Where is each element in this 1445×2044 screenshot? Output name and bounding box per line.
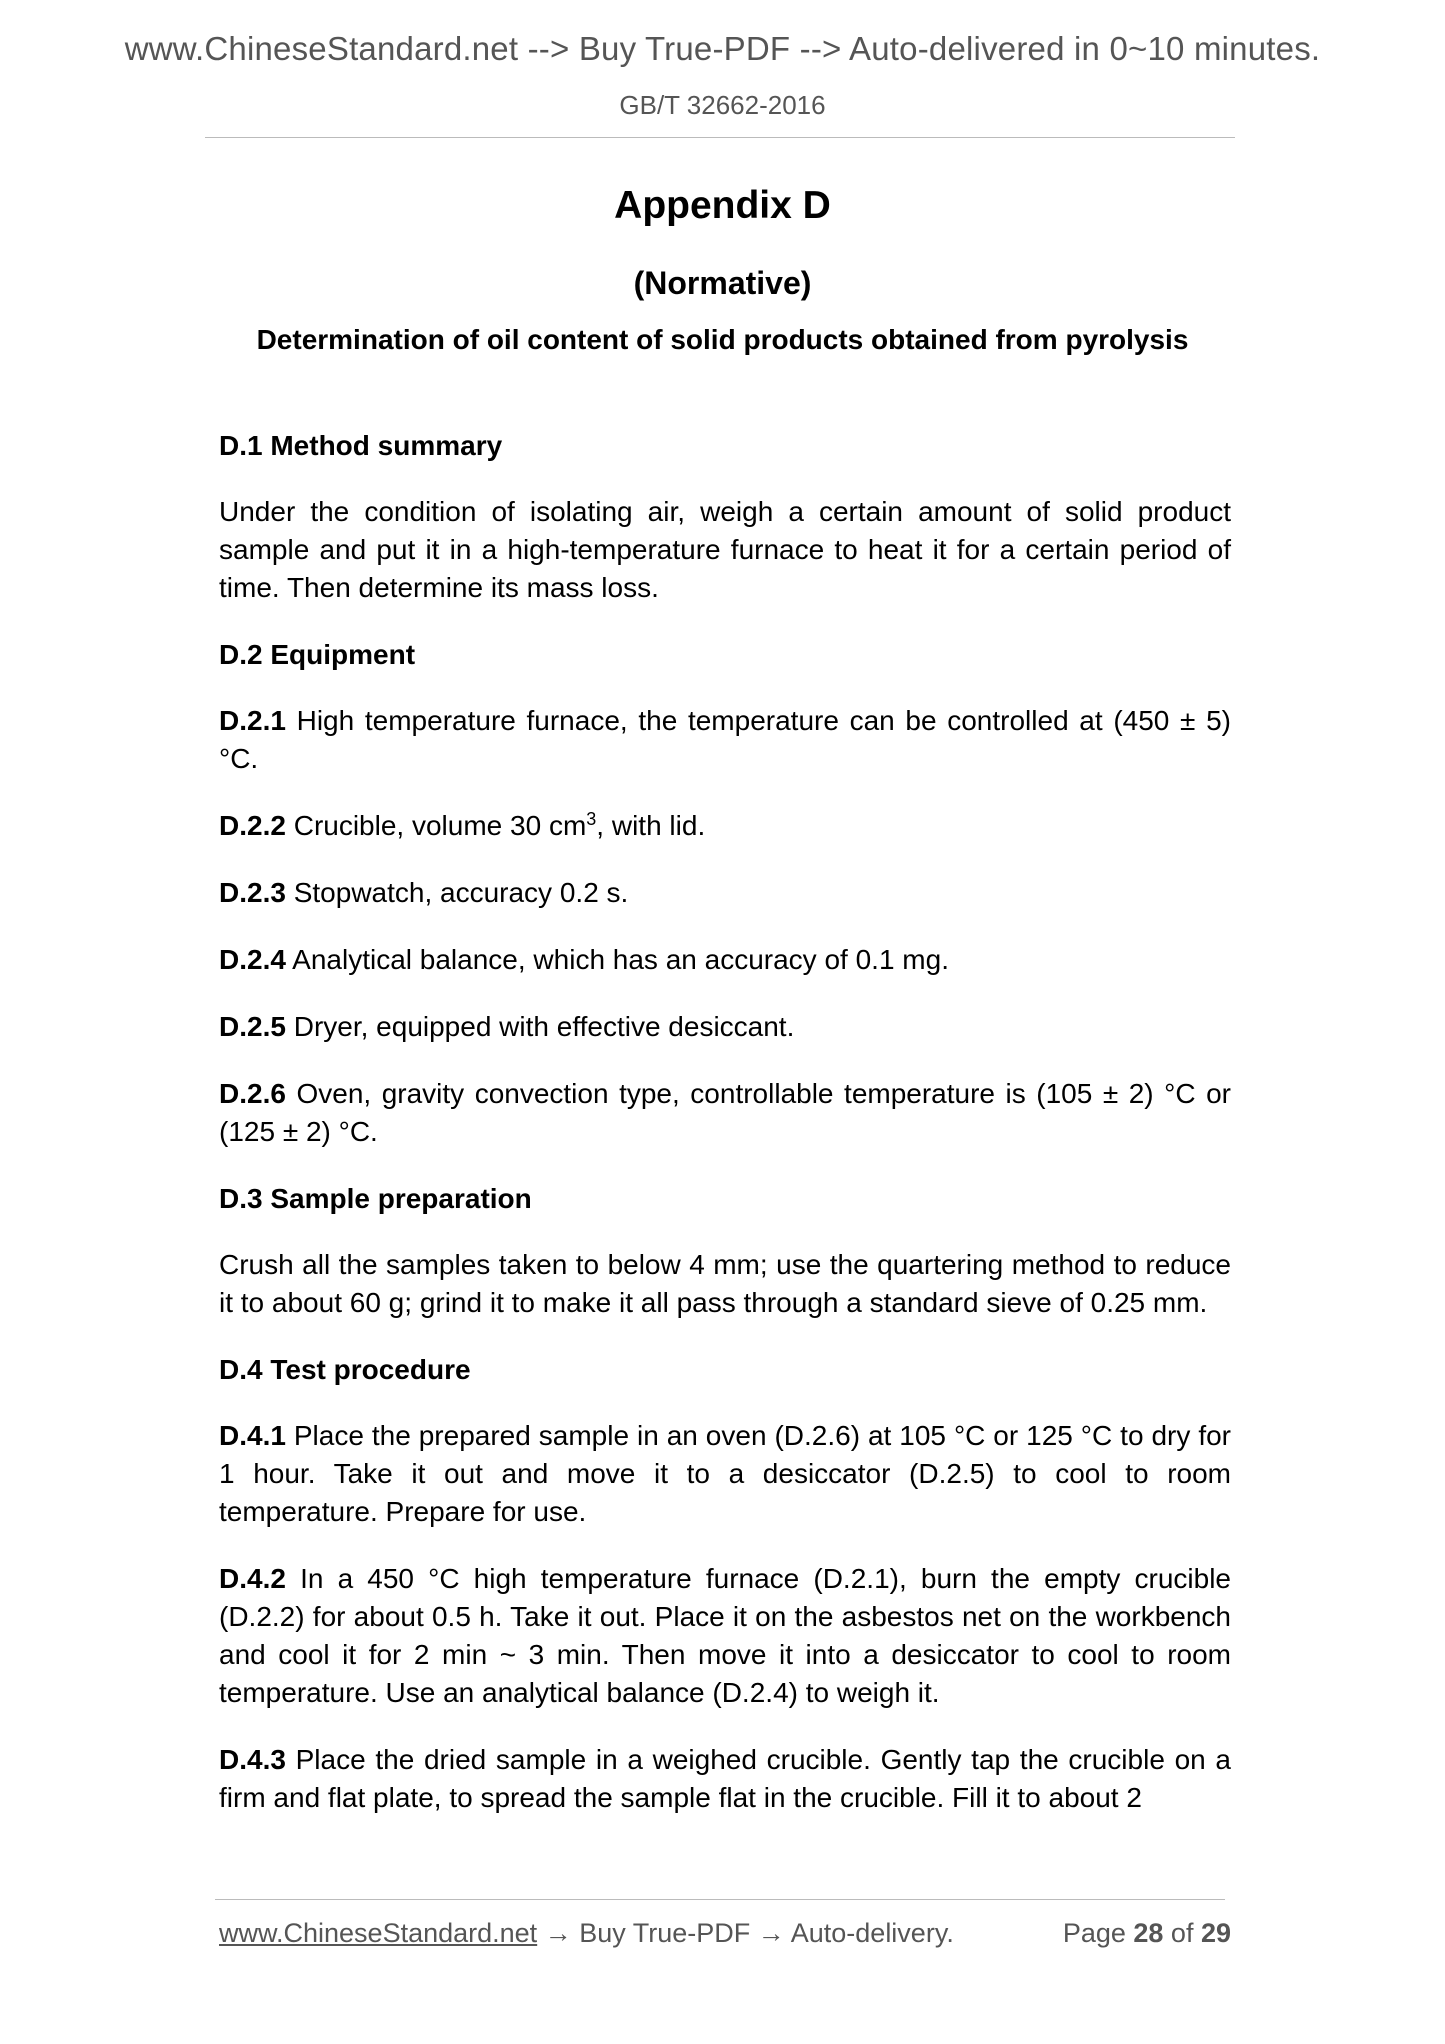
page-current: 28 [1133, 1918, 1164, 1948]
section-text-d3: Crush all the samples taken to below 4 mm; use the quartering method to reduce it to about 60 g; grind it to make it all pass through a standard sieve of 0.25 mm. [219, 1249, 1231, 1318]
clause-text-after: , with lid. [596, 810, 706, 841]
footer-site-link[interactable]: www.ChineseStandard.net [219, 1918, 538, 1948]
clause-text: Oven, gravity convection type, controllable temperature is (105 ± 2) °C or (125 ± 2) °C. [219, 1078, 1231, 1147]
equipment-item [219, 874, 1231, 912]
page-total: 29 [1200, 1918, 1231, 1948]
footer-divider [215, 1899, 1225, 1900]
section-heading-d3: D.3 Sample preparation [219, 1183, 532, 1214]
clause-number: D.2.3 [219, 877, 286, 908]
footer-tagline: → Buy True-PDF → Auto-delivery. [537, 1918, 954, 1948]
clause-number: D.2.4 [219, 944, 286, 975]
document-body [219, 427, 1231, 1846]
clause-text: In a 450 °C high temperature furnace (D.2.1), burn the empty crucible (D.2.2) for about 0.5 h. Take it out. Place it on the asbestos net on the workbench and cool it for 2 min ~ 3 min. Then move it into a desiccator to cool to room temperature. Use an analytical balance (D.2.4) to weigh it. [219, 1563, 1231, 1708]
footer-left [219, 1918, 954, 1949]
clause-number: D.2.2 [219, 810, 286, 841]
clause-text: High temperature furnace, the temperature can be controlled at (450 ± 5) °C. [219, 705, 1231, 774]
section-heading-d4: D.4 Test procedure [219, 1354, 471, 1385]
clause-number: D.2.1 [219, 705, 286, 736]
clause-text: Analytical balance, which has an accuracy of 0.1 mg. [285, 944, 949, 975]
equipment-item [219, 941, 1231, 979]
equipment-item [219, 1008, 1231, 1046]
procedure-item [219, 1741, 1231, 1817]
procedure-item [219, 1560, 1231, 1712]
superscript: 3 [586, 809, 597, 829]
page-indicator [1063, 1918, 1231, 1949]
clause-text: Crucible, volume 30 cm [285, 810, 587, 841]
clause-text: Place the prepared sample in an oven (D.2.6) at 105 °C or 125 °C to dry for 1 hour. Take it out and move it to a desiccator (D.2.5) to cool to room temperature. Prepare for use. [219, 1420, 1231, 1527]
section-heading-d2: D.2 Equipment [219, 639, 416, 670]
top-banner: www.ChineseStandard.net --> Buy True-PDF --> Auto-delivered in 0~10 minutes. [124, 30, 1321, 67]
clause-text: Dryer, equipped with effective desiccant. [285, 1011, 795, 1042]
section-heading-d1: D.1 Method summary [219, 430, 503, 461]
header-divider [205, 137, 1235, 138]
equipment-item [219, 702, 1231, 778]
appendix-title: Appendix D [614, 184, 831, 227]
clause-text: Stopwatch, accuracy 0.2 s. [285, 877, 629, 908]
equipment-item [219, 1075, 1231, 1151]
section-text-d1: Under the condition of isolating air, weigh a certain amount of solid product sample and put it in a high-temperature furnace to heat it for a certain period of time. Then determine its mass loss. [219, 496, 1231, 603]
document-subtitle: Determination of oil content of solid products obtained from pyrolysis [256, 324, 1189, 355]
clause-number: D.2.6 [219, 1078, 286, 1109]
page-of-label: of [1163, 1918, 1201, 1948]
clause-number: D.4.3 [219, 1744, 286, 1775]
clause-number: D.4.2 [219, 1563, 286, 1594]
equipment-item [219, 807, 1231, 845]
procedure-item [219, 1417, 1231, 1531]
standard-code: GB/T 32662-2016 [619, 90, 826, 120]
clause-text: Place the dried sample in a weighed crucible. Gently tap the crucible on a firm and flat plate, to spread the sample flat in the crucible. Fill it to about 2 [219, 1744, 1231, 1813]
page-label: Page [1062, 1918, 1134, 1948]
clause-number: D.2.5 [219, 1011, 286, 1042]
clause-number: D.4.1 [219, 1420, 286, 1451]
normative-label: (Normative) [633, 265, 812, 301]
